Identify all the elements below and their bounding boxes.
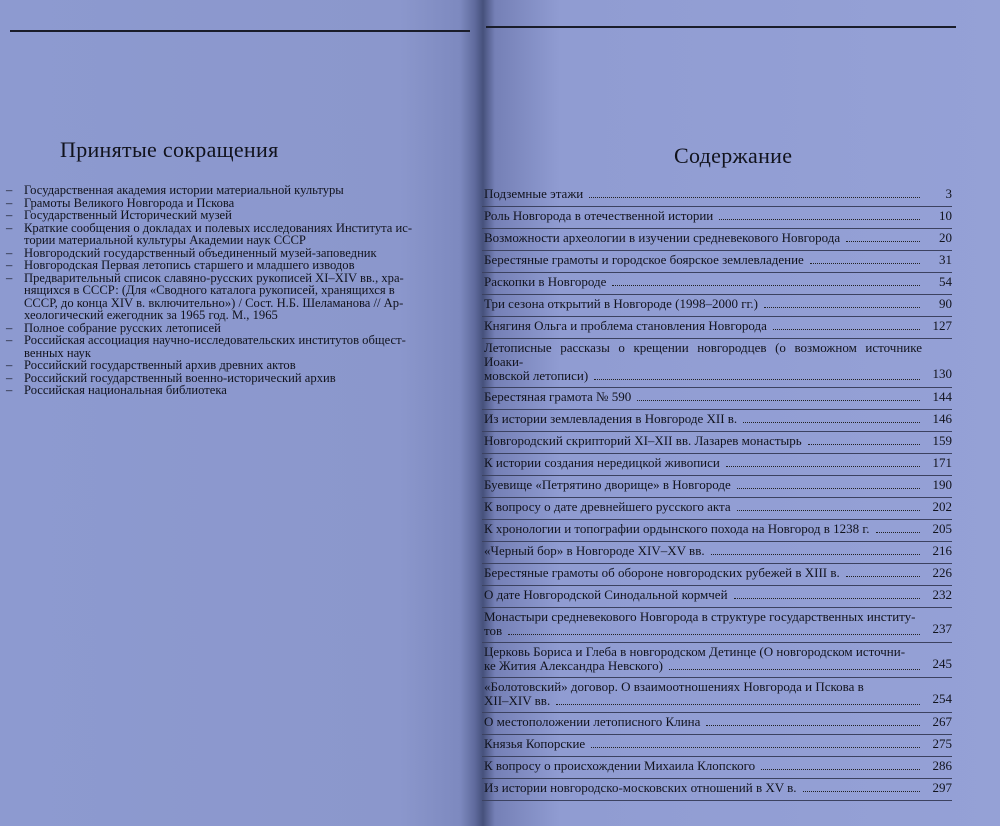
toc-entry-line [484, 566, 952, 580]
toc-leader-dots [594, 371, 920, 380]
left-page-top-rule [10, 30, 470, 32]
abbreviation-dash: – [6, 220, 13, 235]
toc-entry-title-line2: XII–XIV вв. [484, 693, 551, 708]
abbreviation-item [6, 334, 416, 347]
abbreviation-item [6, 234, 416, 247]
toc-entry-title: Князья Копорские [484, 736, 586, 751]
toc-leader-dots [737, 480, 920, 489]
abbreviations-list [6, 184, 416, 397]
abbreviation-text: нящихся в СССР: (Для «Сводного каталога рукописей, хранящихся в [24, 283, 395, 297]
toc-page-number: 267 [932, 714, 952, 729]
toc-page-number: 144 [932, 389, 952, 404]
toc-page-number: 90 [939, 296, 952, 311]
toc-entry-title-continued [484, 621, 952, 638]
toc-leader-dots [764, 299, 920, 308]
abbreviation-text: Полное собрание русских летописей [24, 320, 221, 335]
toc-entry-title: Буевище «Петрятино дворище» в Новгороде [484, 477, 731, 492]
abbreviation-text: хеологический ежегодник за 1965 год. М., 1965 [24, 308, 278, 322]
toc-entry [482, 410, 952, 432]
toc-leader-dots [589, 189, 920, 198]
toc-entry [482, 317, 952, 339]
toc-entry-title: Подземные этажи [484, 186, 584, 201]
toc-entry [482, 207, 952, 229]
toc-entry-title: Берестяные грамоты об обороне новгородских рубежей в XIII в. [484, 565, 840, 580]
toc-leader-dots [711, 546, 920, 555]
toc-page-number: 205 [932, 521, 952, 536]
abbreviation-dash: – [6, 195, 13, 210]
toc-entry-line [484, 297, 952, 311]
toc-entry-line [484, 209, 952, 223]
toc-page-number: 216 [932, 543, 952, 558]
toc-page-number: 20 [939, 230, 952, 245]
toc-leader-dots [669, 661, 920, 670]
toc-entry [482, 520, 952, 542]
toc-entry [482, 273, 952, 295]
toc-page-number: 159 [932, 433, 952, 448]
toc-entry [482, 643, 952, 678]
toc-page-number: 202 [932, 499, 952, 514]
toc-entry-line [484, 715, 952, 729]
toc-entry-title: О дате Новгородской Синодальной кормчей [484, 587, 728, 602]
toc-entry-title: Берестяная грамота № 590 [484, 389, 632, 404]
toc-page-number: 130 [932, 366, 952, 381]
abbreviation-text: СССР, до конца XIV в. включительно») / Сост. Н.Б. Шеламанова // Ар- [24, 295, 404, 310]
abbreviation-text: Государственный Исторический музей [24, 208, 232, 222]
toc-entry-title: «Болотовский» договор. О взаимоотношениях Новгорода и Пскова в [484, 679, 864, 694]
toc-entry-title: Летописные рассказы о крещении новгородцев (о возможном источнике Иоаки- [484, 340, 922, 369]
abbreviation-dash: – [6, 245, 13, 260]
toc-entry-title: Возможности археологии в изучении средневекового Новгорода [484, 230, 841, 245]
toc-entry-line [484, 759, 952, 773]
toc-entry-title: Монастыри средневекового Новгорода в структуре государственных институ- [484, 609, 916, 624]
toc-page-number: 286 [932, 758, 952, 773]
abbreviation-dash: – [6, 258, 13, 272]
toc-entry-title: Из истории новгородско-московских отношений в XV в. [484, 780, 797, 795]
toc-leader-dots [508, 626, 920, 635]
toc-entry-line [484, 187, 952, 201]
toc-page-number: 3 [945, 186, 952, 201]
toc-entry-title: К хронологии и топографии ордынского похода на Новгород в 1238 г. [484, 521, 870, 536]
toc-leader-dots [637, 392, 920, 401]
toc-entry-title-line2: ке Жития Александра Невского) [484, 658, 663, 673]
toc-entry-line [484, 544, 952, 558]
abbreviation-dash [6, 297, 24, 310]
toc-entry-title: О местоположении летописного Клина [484, 714, 701, 729]
toc-entry-title: Роль Новгорода в отечественной истории [484, 208, 714, 223]
abbreviation-text: Российская национальная библиотека [24, 383, 227, 397]
toc-leader-dots [846, 233, 920, 242]
abbreviation-text: Новгородская Первая летопись старшего и младшего изводов [24, 258, 355, 272]
toc-entry-line [484, 781, 952, 795]
toc-entry-line [484, 500, 952, 514]
toc-entry [482, 678, 952, 713]
toc-entry-title: К истории создания нередицкой живописи [484, 455, 720, 470]
toc-entry [482, 498, 952, 520]
toc-entry-title: Берестяные грамоты и городское боярское землевладение [484, 252, 804, 267]
toc-leader-dots [761, 761, 920, 770]
toc-entry-line [484, 434, 952, 448]
toc-leader-dots [876, 524, 920, 533]
abbreviation-dash: – [6, 370, 13, 385]
abbreviation-item [6, 359, 416, 372]
abbreviation-dash: – [6, 333, 13, 347]
abbreviations-heading: Принятые сокращения [60, 137, 279, 162]
abbreviation-dash: – [6, 320, 13, 335]
abbreviation-item [6, 284, 416, 297]
toc-leader-dots [810, 255, 920, 264]
toc-entry-title: Из истории землевладения в Новгороде XII в. [484, 411, 738, 426]
toc-leader-dots [556, 696, 920, 705]
toc-entry-title-continued [484, 691, 952, 708]
toc-entry [482, 339, 952, 388]
toc-entry [482, 542, 952, 564]
toc-leader-dots [726, 458, 920, 467]
abbreviation-text: венных наук [24, 345, 91, 360]
toc-entry [482, 586, 952, 608]
toc-entry [482, 476, 952, 498]
toc-entry-title-continued [484, 656, 952, 673]
toc-entry [482, 251, 952, 273]
right-page [478, 0, 1000, 826]
abbreviation-dash [6, 234, 24, 247]
toc-entry [482, 757, 952, 779]
toc-entry-title: Раскопки в Новгороде [484, 274, 607, 289]
toc-entry [482, 432, 952, 454]
abbreviation-text: Российский государственный военно-исторический архив [24, 370, 336, 385]
toc-page-number: 171 [932, 455, 952, 470]
toc-entry-title: К вопросу о происхождении Михаила Клопского [484, 758, 756, 773]
abbreviation-text: Грамоты Великого Новгорода и Пскова [24, 195, 235, 210]
right-page-top-rule [486, 26, 956, 28]
toc-entry-line [484, 253, 952, 267]
toc-entry [482, 713, 952, 735]
abbreviation-text: Краткие сообщения о докладах и полевых исследованиях Института ис- [24, 220, 413, 235]
toc-page-number: 10 [939, 208, 952, 223]
contents-heading: Содержание [674, 143, 793, 168]
abbreviation-text: Предварительный список славяно-русских рукописей XI–XIV вв., хра- [24, 270, 404, 285]
toc-leader-dots [803, 783, 920, 792]
abbreviation-dash: – [6, 358, 13, 372]
toc-entry-title: Новгородский скрипторий XI–XII вв. Лазарев монастырь [484, 433, 802, 448]
toc-page-number: 127 [932, 318, 952, 333]
toc-leader-dots [591, 739, 920, 748]
toc-entry-line [484, 319, 952, 333]
toc-entry-title: К вопросу о дате древнейшего русского акта [484, 499, 731, 514]
toc-leader-dots [734, 590, 920, 599]
toc-entry [482, 735, 952, 757]
toc-entry-title-continued [484, 366, 952, 383]
toc-entry-title: Три сезона открытий в Новгороде (1998–2000 гг.) [484, 296, 758, 311]
toc-leader-dots [743, 414, 920, 423]
toc-entry [482, 779, 952, 801]
toc-entry-line [484, 478, 952, 492]
toc-entry-line [484, 522, 952, 536]
abbreviation-text: Российский государственный архив древних актов [24, 358, 296, 372]
toc-leader-dots [737, 502, 920, 511]
toc-entry-title-line2: тов [484, 623, 503, 638]
abbreviation-dash: – [6, 208, 13, 222]
toc-leader-dots [846, 568, 920, 577]
toc-entry-title: Княгиня Ольга и проблема становления Новгорода [484, 318, 767, 333]
toc-page-number: 245 [932, 656, 952, 671]
toc-leader-dots [719, 211, 920, 220]
toc-entry [482, 608, 952, 643]
toc-entry [482, 388, 952, 410]
abbreviation-text: Новгородский государственный объединенный музей-заповедник [24, 245, 377, 260]
toc-leader-dots [706, 717, 920, 726]
toc-page-number: 232 [932, 587, 952, 602]
toc-entry-title: Церковь Бориса и Глеба в новгородском Детинце (О новгородском источни- [484, 644, 906, 659]
table-of-contents [482, 185, 952, 801]
toc-page-number: 254 [932, 691, 952, 706]
toc-entry-line [484, 737, 952, 751]
toc-page-number: 297 [932, 780, 952, 795]
abbreviation-dash: – [6, 383, 13, 397]
toc-entry-title: «Черный бор» в Новгороде XIV–XV вв. [484, 543, 705, 558]
abbreviation-text: тории материальной культуры Академии наук СССР [24, 233, 306, 247]
toc-page-number: 146 [932, 411, 952, 426]
left-page [0, 0, 470, 826]
toc-entry-line [484, 588, 952, 602]
abbreviation-dash: – [6, 183, 13, 197]
toc-leader-dots [773, 321, 920, 330]
toc-page-number: 190 [932, 477, 952, 492]
toc-entry [482, 564, 952, 586]
toc-entry [482, 185, 952, 207]
toc-entry [482, 295, 952, 317]
abbreviation-dash [6, 309, 24, 322]
toc-entry-line [484, 456, 952, 470]
toc-entry-line [484, 412, 952, 426]
abbreviation-text: Государственная академия истории материальной культуры [24, 183, 344, 197]
toc-leader-dots [612, 277, 920, 286]
toc-page-number: 54 [939, 274, 952, 289]
toc-page-number: 237 [932, 621, 952, 636]
abbreviation-item [6, 309, 416, 322]
abbreviation-item [6, 259, 416, 272]
toc-entry [482, 229, 952, 251]
toc-entry-line [484, 390, 952, 404]
toc-page-number: 226 [932, 565, 952, 580]
abbreviation-dash [6, 284, 24, 297]
abbreviation-item [6, 209, 416, 222]
toc-entry [482, 454, 952, 476]
abbreviation-item [6, 184, 416, 197]
toc-entry-line [484, 275, 952, 289]
toc-entry-line [484, 231, 952, 245]
toc-page-number: 31 [939, 252, 952, 267]
toc-page-number: 275 [932, 736, 952, 751]
abbreviation-text: Российская ассоциация научно-исследовательских институтов общест- [24, 333, 406, 347]
abbreviation-dash: – [6, 270, 13, 285]
abbreviation-item [6, 384, 416, 397]
toc-leader-dots [808, 436, 920, 445]
toc-entry-title-line2: мовской летописи) [484, 368, 589, 383]
